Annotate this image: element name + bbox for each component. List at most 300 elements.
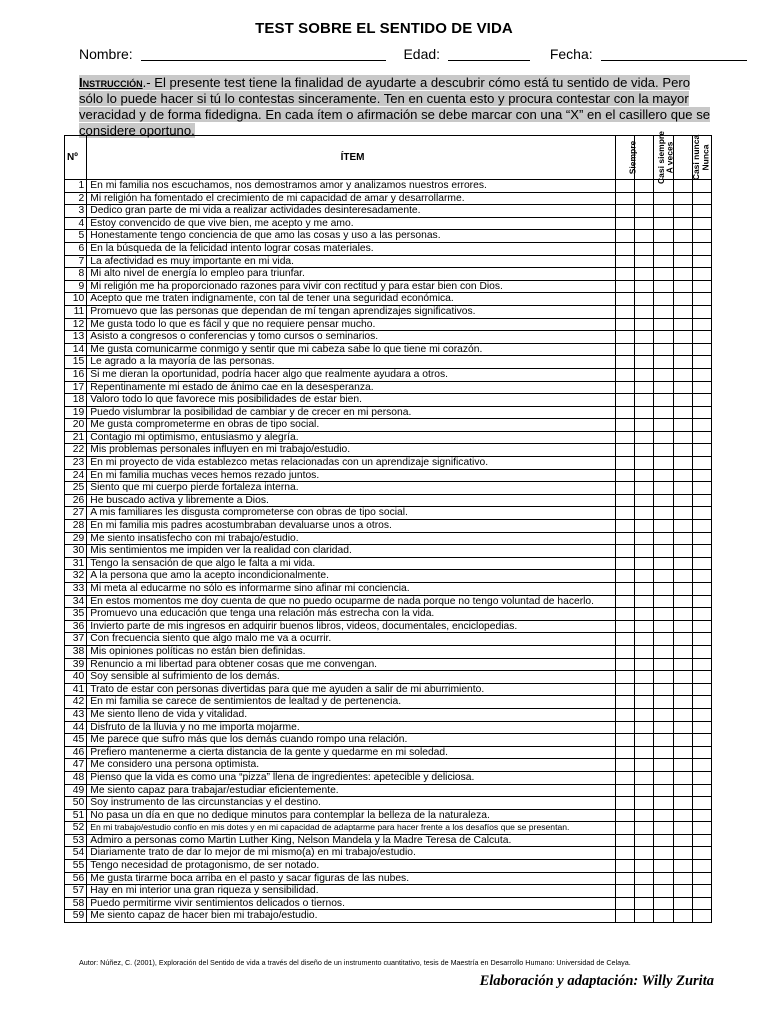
answer-checkbox-cell[interactable] xyxy=(692,696,711,709)
answer-checkbox-cell[interactable] xyxy=(673,734,692,747)
answer-checkbox-cell[interactable] xyxy=(615,444,634,457)
answer-checkbox-cell[interactable] xyxy=(692,583,711,596)
answer-checkbox-cell[interactable] xyxy=(635,809,654,822)
answer-checkbox-cell[interactable] xyxy=(635,368,654,381)
answer-checkbox-cell[interactable] xyxy=(615,683,634,696)
answer-checkbox-cell[interactable] xyxy=(673,255,692,268)
answer-checkbox-cell[interactable] xyxy=(673,431,692,444)
answer-checkbox-cell[interactable] xyxy=(692,406,711,419)
answer-checkbox-cell[interactable] xyxy=(692,721,711,734)
answer-checkbox-cell[interactable] xyxy=(692,860,711,873)
answer-checkbox-cell[interactable] xyxy=(692,595,711,608)
answer-checkbox-cell[interactable] xyxy=(692,205,711,218)
answer-checkbox-cell[interactable] xyxy=(615,620,634,633)
answer-checkbox-cell[interactable] xyxy=(673,180,692,193)
answer-checkbox-cell[interactable] xyxy=(615,192,634,205)
answer-checkbox-cell[interactable] xyxy=(615,255,634,268)
answer-checkbox-cell[interactable] xyxy=(654,545,673,558)
answer-checkbox-cell[interactable] xyxy=(615,469,634,482)
answer-checkbox-cell[interactable] xyxy=(654,406,673,419)
answer-checkbox-cell[interactable] xyxy=(615,406,634,419)
answer-checkbox-cell[interactable] xyxy=(635,293,654,306)
answer-checkbox-cell[interactable] xyxy=(692,797,711,810)
answer-checkbox-cell[interactable] xyxy=(692,469,711,482)
answer-checkbox-cell[interactable] xyxy=(615,318,634,331)
answer-checkbox-cell[interactable] xyxy=(673,897,692,910)
answer-checkbox-cell[interactable] xyxy=(692,520,711,533)
answer-checkbox-cell[interactable] xyxy=(635,520,654,533)
answer-checkbox-cell[interactable] xyxy=(692,671,711,684)
answer-checkbox-cell[interactable] xyxy=(654,809,673,822)
answer-checkbox-cell[interactable] xyxy=(654,847,673,860)
answer-checkbox-cell[interactable] xyxy=(654,872,673,885)
answer-checkbox-cell[interactable] xyxy=(692,507,711,520)
answer-checkbox-cell[interactable] xyxy=(635,394,654,407)
answer-checkbox-cell[interactable] xyxy=(654,255,673,268)
answer-checkbox-cell[interactable] xyxy=(692,897,711,910)
answer-checkbox-cell[interactable] xyxy=(635,734,654,747)
answer-checkbox-cell[interactable] xyxy=(673,331,692,344)
answer-checkbox-cell[interactable] xyxy=(615,608,634,621)
answer-checkbox-cell[interactable] xyxy=(673,381,692,394)
answer-checkbox-cell[interactable] xyxy=(615,847,634,860)
answer-checkbox-cell[interactable] xyxy=(673,293,692,306)
answer-checkbox-cell[interactable] xyxy=(692,457,711,470)
answer-checkbox-cell[interactable] xyxy=(673,834,692,847)
answer-checkbox-cell[interactable] xyxy=(635,457,654,470)
answer-checkbox-cell[interactable] xyxy=(615,809,634,822)
answer-checkbox-cell[interactable] xyxy=(635,318,654,331)
answer-checkbox-cell[interactable] xyxy=(635,885,654,898)
answer-checkbox-cell[interactable] xyxy=(692,242,711,255)
answer-checkbox-cell[interactable] xyxy=(654,268,673,281)
answer-checkbox-cell[interactable] xyxy=(654,318,673,331)
answer-checkbox-cell[interactable] xyxy=(654,721,673,734)
answer-checkbox-cell[interactable] xyxy=(692,192,711,205)
answer-checkbox-cell[interactable] xyxy=(673,343,692,356)
answer-checkbox-cell[interactable] xyxy=(692,620,711,633)
answer-checkbox-cell[interactable] xyxy=(635,658,654,671)
answer-checkbox-cell[interactable] xyxy=(635,507,654,520)
answer-checkbox-cell[interactable] xyxy=(615,570,634,583)
answer-checkbox-cell[interactable] xyxy=(635,444,654,457)
answer-checkbox-cell[interactable] xyxy=(615,834,634,847)
answer-checkbox-cell[interactable] xyxy=(635,230,654,243)
answer-checkbox-cell[interactable] xyxy=(615,230,634,243)
answer-checkbox-cell[interactable] xyxy=(692,419,711,432)
answer-checkbox-cell[interactable] xyxy=(635,381,654,394)
answer-checkbox-cell[interactable] xyxy=(615,885,634,898)
answer-checkbox-cell[interactable] xyxy=(615,759,634,772)
answer-checkbox-cell[interactable] xyxy=(615,658,634,671)
answer-checkbox-cell[interactable] xyxy=(615,583,634,596)
answer-checkbox-cell[interactable] xyxy=(635,419,654,432)
answer-checkbox-cell[interactable] xyxy=(615,180,634,193)
answer-checkbox-cell[interactable] xyxy=(654,734,673,747)
answer-checkbox-cell[interactable] xyxy=(615,645,634,658)
answer-checkbox-cell[interactable] xyxy=(615,532,634,545)
answer-checkbox-cell[interactable] xyxy=(673,217,692,230)
answer-checkbox-cell[interactable] xyxy=(654,759,673,772)
answer-checkbox-cell[interactable] xyxy=(692,318,711,331)
answer-checkbox-cell[interactable] xyxy=(615,431,634,444)
answer-checkbox-cell[interactable] xyxy=(635,595,654,608)
answer-checkbox-cell[interactable] xyxy=(635,671,654,684)
answer-checkbox-cell[interactable] xyxy=(635,268,654,281)
answer-checkbox-cell[interactable] xyxy=(654,683,673,696)
answer-checkbox-cell[interactable] xyxy=(654,708,673,721)
item-number: 26 xyxy=(65,494,87,507)
answer-checkbox-cell[interactable] xyxy=(692,331,711,344)
answer-checkbox-cell[interactable] xyxy=(635,847,654,860)
answer-checkbox-cell[interactable] xyxy=(673,671,692,684)
answer-checkbox-cell[interactable] xyxy=(615,457,634,470)
answer-checkbox-cell[interactable] xyxy=(673,658,692,671)
answer-checkbox-cell[interactable] xyxy=(635,771,654,784)
answer-checkbox-cell[interactable] xyxy=(673,797,692,810)
answer-checkbox-cell[interactable] xyxy=(654,394,673,407)
answer-checkbox-cell[interactable] xyxy=(654,381,673,394)
answer-checkbox-cell[interactable] xyxy=(654,444,673,457)
answer-checkbox-cell[interactable] xyxy=(615,343,634,356)
answer-checkbox-cell[interactable] xyxy=(635,696,654,709)
answer-checkbox-cell[interactable] xyxy=(654,671,673,684)
answer-checkbox-cell[interactable] xyxy=(615,822,634,835)
answer-checkbox-cell[interactable] xyxy=(635,784,654,797)
answer-checkbox-cell[interactable] xyxy=(615,545,634,558)
answer-checkbox-cell[interactable] xyxy=(635,583,654,596)
answer-checkbox-cell[interactable] xyxy=(654,570,673,583)
answer-checkbox-cell[interactable] xyxy=(673,356,692,369)
answer-checkbox-cell[interactable] xyxy=(673,645,692,658)
answer-checkbox-cell[interactable] xyxy=(692,293,711,306)
answer-checkbox-cell[interactable] xyxy=(673,784,692,797)
answer-checkbox-cell[interactable] xyxy=(635,280,654,293)
answer-checkbox-cell[interactable] xyxy=(654,583,673,596)
answer-checkbox-cell[interactable] xyxy=(654,368,673,381)
answer-checkbox-cell[interactable] xyxy=(673,746,692,759)
answer-checkbox-cell[interactable] xyxy=(635,192,654,205)
answer-checkbox-cell[interactable] xyxy=(615,797,634,810)
answer-checkbox-cell[interactable] xyxy=(654,343,673,356)
answer-checkbox-cell[interactable] xyxy=(635,242,654,255)
answer-checkbox-cell[interactable] xyxy=(673,482,692,495)
answer-checkbox-cell[interactable] xyxy=(654,696,673,709)
answer-checkbox-cell[interactable] xyxy=(673,683,692,696)
answer-checkbox-cell[interactable] xyxy=(615,242,634,255)
answer-checkbox-cell[interactable] xyxy=(654,834,673,847)
answer-checkbox-cell[interactable] xyxy=(615,910,634,923)
answer-checkbox-cell[interactable] xyxy=(635,532,654,545)
answer-checkbox-cell[interactable] xyxy=(692,545,711,558)
answer-checkbox-cell[interactable] xyxy=(692,734,711,747)
answer-checkbox-cell[interactable] xyxy=(615,205,634,218)
answer-checkbox-cell[interactable] xyxy=(673,595,692,608)
answer-checkbox-cell[interactable] xyxy=(692,645,711,658)
answer-checkbox-cell[interactable] xyxy=(654,230,673,243)
answer-checkbox-cell[interactable] xyxy=(615,280,634,293)
answer-checkbox-cell[interactable] xyxy=(654,595,673,608)
answer-checkbox-cell[interactable] xyxy=(654,520,673,533)
answer-checkbox-cell[interactable] xyxy=(654,620,673,633)
answer-checkbox-cell[interactable] xyxy=(615,897,634,910)
answer-checkbox-cell[interactable] xyxy=(615,784,634,797)
answer-checkbox-cell[interactable] xyxy=(692,305,711,318)
answer-checkbox-cell[interactable] xyxy=(692,872,711,885)
answer-checkbox-cell[interactable] xyxy=(615,217,634,230)
answer-checkbox-cell[interactable] xyxy=(615,293,634,306)
answer-checkbox-cell[interactable] xyxy=(692,494,711,507)
answer-checkbox-cell[interactable] xyxy=(673,885,692,898)
answer-checkbox-cell[interactable] xyxy=(654,797,673,810)
answer-checkbox-cell[interactable] xyxy=(673,809,692,822)
answer-checkbox-cell[interactable] xyxy=(635,797,654,810)
answer-checkbox-cell[interactable] xyxy=(635,910,654,923)
answer-checkbox-cell[interactable] xyxy=(692,356,711,369)
answer-checkbox-cell[interactable] xyxy=(635,557,654,570)
answer-checkbox-cell[interactable] xyxy=(692,746,711,759)
answer-checkbox-cell[interactable] xyxy=(654,331,673,344)
answer-checkbox-cell[interactable] xyxy=(673,230,692,243)
answer-checkbox-cell[interactable] xyxy=(673,305,692,318)
answer-checkbox-cell[interactable] xyxy=(615,305,634,318)
answer-checkbox-cell[interactable] xyxy=(673,394,692,407)
answer-checkbox-cell[interactable] xyxy=(635,356,654,369)
answer-checkbox-cell[interactable] xyxy=(615,671,634,684)
answer-checkbox-cell[interactable] xyxy=(615,696,634,709)
answer-checkbox-cell[interactable] xyxy=(673,205,692,218)
answer-checkbox-cell[interactable] xyxy=(692,834,711,847)
answer-checkbox-cell[interactable] xyxy=(635,708,654,721)
answer-checkbox-cell[interactable] xyxy=(673,406,692,419)
answer-checkbox-cell[interactable] xyxy=(615,860,634,873)
answer-checkbox-cell[interactable] xyxy=(635,834,654,847)
answer-checkbox-cell[interactable] xyxy=(673,771,692,784)
answer-checkbox-cell[interactable] xyxy=(673,822,692,835)
answer-checkbox-cell[interactable] xyxy=(635,217,654,230)
answer-checkbox-cell[interactable] xyxy=(692,822,711,835)
answer-checkbox-cell[interactable] xyxy=(615,708,634,721)
answer-checkbox-cell[interactable] xyxy=(654,457,673,470)
answer-checkbox-cell[interactable] xyxy=(673,633,692,646)
answer-checkbox-cell[interactable] xyxy=(635,608,654,621)
answer-checkbox-cell[interactable] xyxy=(692,557,711,570)
answer-checkbox-cell[interactable] xyxy=(615,734,634,747)
answer-checkbox-cell[interactable] xyxy=(673,494,692,507)
answer-checkbox-cell[interactable] xyxy=(692,784,711,797)
answer-checkbox-cell[interactable] xyxy=(673,444,692,457)
answer-checkbox-cell[interactable] xyxy=(654,280,673,293)
answer-checkbox-cell[interactable] xyxy=(654,784,673,797)
answer-checkbox-cell[interactable] xyxy=(654,293,673,306)
answer-checkbox-cell[interactable] xyxy=(692,847,711,860)
answer-checkbox-cell[interactable] xyxy=(615,394,634,407)
answer-checkbox-cell[interactable] xyxy=(673,847,692,860)
answer-checkbox-cell[interactable] xyxy=(615,507,634,520)
answer-checkbox-cell[interactable] xyxy=(692,482,711,495)
answer-checkbox-cell[interactable] xyxy=(654,494,673,507)
answer-checkbox-cell[interactable] xyxy=(654,482,673,495)
answer-checkbox-cell[interactable] xyxy=(635,180,654,193)
answer-checkbox-cell[interactable] xyxy=(654,419,673,432)
answer-checkbox-cell[interactable] xyxy=(692,343,711,356)
answer-checkbox-cell[interactable] xyxy=(654,205,673,218)
answer-checkbox-cell[interactable] xyxy=(692,431,711,444)
answer-checkbox-cell[interactable] xyxy=(673,457,692,470)
answer-checkbox-cell[interactable] xyxy=(654,771,673,784)
answer-checkbox-cell[interactable] xyxy=(692,633,711,646)
answer-checkbox-cell[interactable] xyxy=(692,280,711,293)
answer-checkbox-cell[interactable] xyxy=(673,419,692,432)
answer-checkbox-cell[interactable] xyxy=(635,331,654,344)
answer-checkbox-cell[interactable] xyxy=(654,910,673,923)
answer-checkbox-cell[interactable] xyxy=(692,394,711,407)
answer-checkbox-cell[interactable] xyxy=(692,683,711,696)
answer-checkbox-cell[interactable] xyxy=(692,658,711,671)
answer-checkbox-cell[interactable] xyxy=(635,255,654,268)
answer-checkbox-cell[interactable] xyxy=(673,708,692,721)
table-row xyxy=(65,608,712,621)
answer-checkbox-cell[interactable] xyxy=(615,381,634,394)
answer-checkbox-cell[interactable] xyxy=(615,595,634,608)
answer-checkbox-cell[interactable] xyxy=(635,860,654,873)
answer-checkbox-cell[interactable] xyxy=(673,318,692,331)
answer-checkbox-cell[interactable] xyxy=(654,507,673,520)
answer-checkbox-cell[interactable] xyxy=(692,910,711,923)
answer-checkbox-cell[interactable] xyxy=(654,305,673,318)
answer-checkbox-cell[interactable] xyxy=(635,633,654,646)
answer-checkbox-cell[interactable] xyxy=(635,482,654,495)
answer-checkbox-cell[interactable] xyxy=(615,482,634,495)
answer-checkbox-cell[interactable] xyxy=(654,633,673,646)
answer-checkbox-cell[interactable] xyxy=(635,746,654,759)
answer-checkbox-cell[interactable] xyxy=(673,721,692,734)
answer-checkbox-cell[interactable] xyxy=(673,583,692,596)
answer-checkbox-cell[interactable] xyxy=(692,809,711,822)
answer-checkbox-cell[interactable] xyxy=(615,356,634,369)
answer-checkbox-cell[interactable] xyxy=(635,759,654,772)
answer-checkbox-cell[interactable] xyxy=(615,746,634,759)
answer-checkbox-cell[interactable] xyxy=(673,608,692,621)
answer-checkbox-cell[interactable] xyxy=(654,645,673,658)
answer-checkbox-cell[interactable] xyxy=(673,696,692,709)
answer-checkbox-cell[interactable] xyxy=(615,419,634,432)
answer-checkbox-cell[interactable] xyxy=(635,822,654,835)
answer-checkbox-cell[interactable] xyxy=(635,872,654,885)
answer-checkbox-cell[interactable] xyxy=(692,368,711,381)
answer-checkbox-cell[interactable] xyxy=(692,444,711,457)
answer-checkbox-cell[interactable] xyxy=(654,897,673,910)
answer-checkbox-cell[interactable] xyxy=(654,658,673,671)
answer-checkbox-cell[interactable] xyxy=(635,645,654,658)
answer-checkbox-cell[interactable] xyxy=(635,721,654,734)
answer-checkbox-cell[interactable] xyxy=(692,771,711,784)
answer-checkbox-cell[interactable] xyxy=(692,255,711,268)
answer-checkbox-cell[interactable] xyxy=(635,494,654,507)
answer-checkbox-cell[interactable] xyxy=(635,406,654,419)
answer-checkbox-cell[interactable] xyxy=(673,872,692,885)
answer-checkbox-cell[interactable] xyxy=(615,520,634,533)
answer-checkbox-cell[interactable] xyxy=(654,192,673,205)
answer-checkbox-cell[interactable] xyxy=(654,532,673,545)
answer-checkbox-cell[interactable] xyxy=(615,633,634,646)
answer-checkbox-cell[interactable] xyxy=(615,872,634,885)
answer-checkbox-cell[interactable] xyxy=(615,331,634,344)
answer-checkbox-cell[interactable] xyxy=(673,557,692,570)
answer-checkbox-cell[interactable] xyxy=(673,192,692,205)
answer-checkbox-cell[interactable] xyxy=(673,570,692,583)
name-field[interactable] xyxy=(141,48,386,61)
answer-checkbox-cell[interactable] xyxy=(692,532,711,545)
answer-checkbox-cell[interactable] xyxy=(654,885,673,898)
date-field[interactable] xyxy=(601,48,747,61)
answer-checkbox-cell[interactable] xyxy=(692,230,711,243)
answer-checkbox-cell[interactable] xyxy=(692,708,711,721)
answer-checkbox-cell[interactable] xyxy=(673,520,692,533)
answer-checkbox-cell[interactable] xyxy=(692,608,711,621)
answer-checkbox-cell[interactable] xyxy=(692,381,711,394)
answer-checkbox-cell[interactable] xyxy=(635,205,654,218)
answer-checkbox-cell[interactable] xyxy=(673,620,692,633)
answer-checkbox-cell[interactable] xyxy=(654,469,673,482)
answer-checkbox-cell[interactable] xyxy=(635,469,654,482)
answer-checkbox-cell[interactable] xyxy=(635,570,654,583)
answer-checkbox-cell[interactable] xyxy=(615,557,634,570)
answer-checkbox-cell[interactable] xyxy=(635,620,654,633)
answer-checkbox-cell[interactable] xyxy=(615,721,634,734)
answer-checkbox-cell[interactable] xyxy=(654,431,673,444)
answer-checkbox-cell[interactable] xyxy=(615,268,634,281)
answer-checkbox-cell[interactable] xyxy=(673,280,692,293)
answer-checkbox-cell[interactable] xyxy=(635,343,654,356)
answer-checkbox-cell[interactable] xyxy=(692,217,711,230)
answer-checkbox-cell[interactable] xyxy=(673,532,692,545)
answer-checkbox-cell[interactable] xyxy=(673,759,692,772)
answer-checkbox-cell[interactable] xyxy=(673,469,692,482)
answer-checkbox-cell[interactable] xyxy=(654,356,673,369)
answer-checkbox-cell[interactable] xyxy=(654,557,673,570)
age-field[interactable] xyxy=(448,48,530,61)
answer-checkbox-cell[interactable] xyxy=(692,759,711,772)
answer-checkbox-cell[interactable] xyxy=(692,268,711,281)
answer-checkbox-cell[interactable] xyxy=(635,545,654,558)
answer-checkbox-cell[interactable] xyxy=(654,860,673,873)
answer-checkbox-cell[interactable] xyxy=(673,860,692,873)
answer-checkbox-cell[interactable] xyxy=(654,822,673,835)
answer-checkbox-cell[interactable] xyxy=(654,746,673,759)
answer-checkbox-cell[interactable] xyxy=(635,431,654,444)
answer-checkbox-cell[interactable] xyxy=(635,897,654,910)
answer-checkbox-cell[interactable] xyxy=(654,242,673,255)
answer-checkbox-cell[interactable] xyxy=(673,507,692,520)
answer-checkbox-cell[interactable] xyxy=(692,885,711,898)
answer-checkbox-cell[interactable] xyxy=(615,771,634,784)
answer-checkbox-cell[interactable] xyxy=(673,242,692,255)
answer-checkbox-cell[interactable] xyxy=(635,305,654,318)
answer-checkbox-cell[interactable] xyxy=(692,570,711,583)
item-text: Estoy convencido de que vive bien, me acepto y me amo. xyxy=(87,217,616,230)
answer-checkbox-cell[interactable] xyxy=(673,268,692,281)
answer-checkbox-cell[interactable] xyxy=(615,494,634,507)
answer-checkbox-cell[interactable] xyxy=(673,545,692,558)
answer-checkbox-cell[interactable] xyxy=(635,683,654,696)
answer-checkbox-cell[interactable] xyxy=(615,368,634,381)
answer-checkbox-cell[interactable] xyxy=(673,910,692,923)
answer-checkbox-cell[interactable] xyxy=(673,368,692,381)
answer-checkbox-cell[interactable] xyxy=(654,608,673,621)
answer-checkbox-cell[interactable] xyxy=(654,217,673,230)
answer-checkbox-cell[interactable] xyxy=(692,180,711,193)
